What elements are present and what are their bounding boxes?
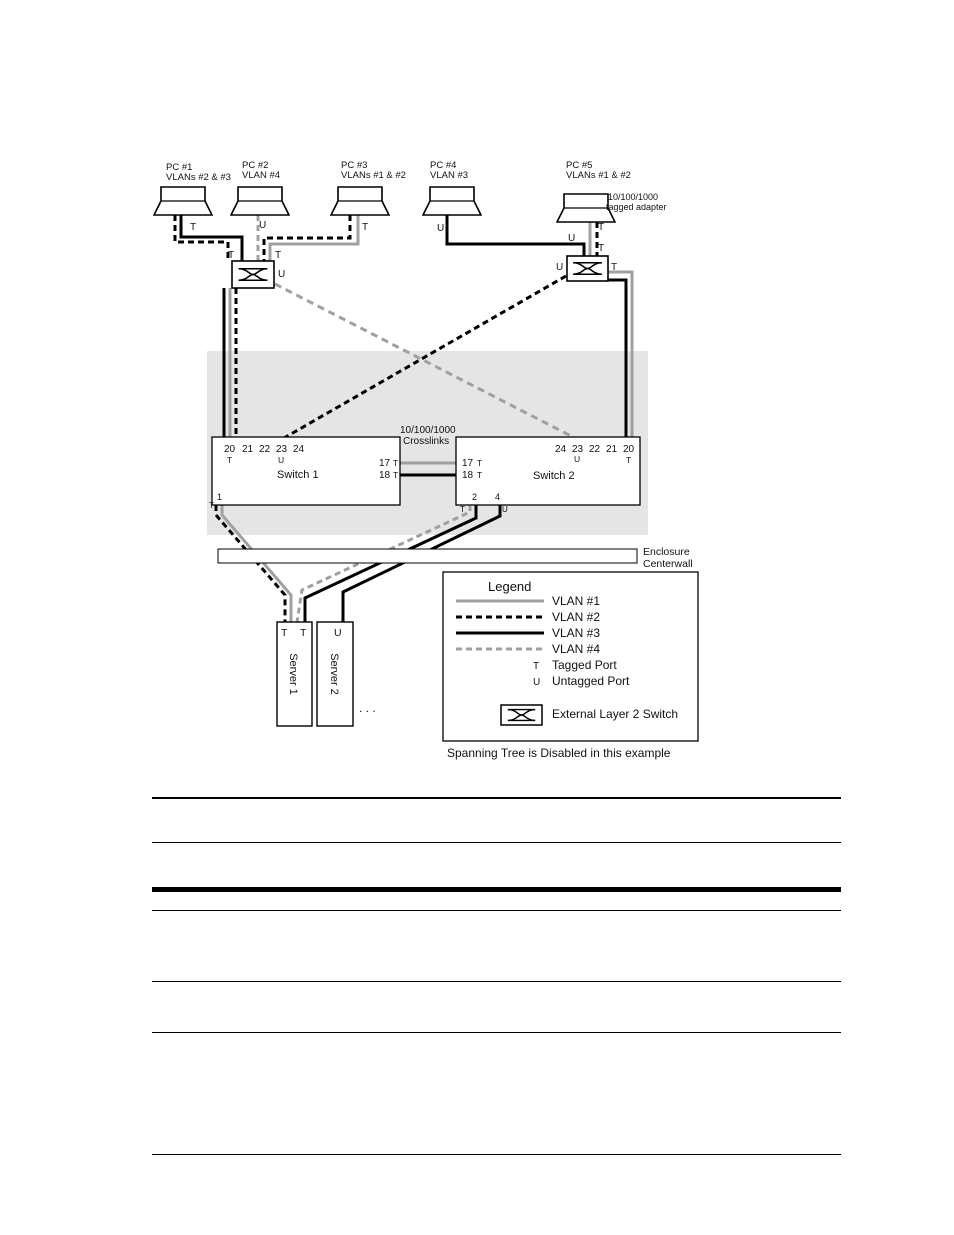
divider-rule bbox=[152, 842, 841, 843]
untagged-mark: U bbox=[568, 233, 576, 244]
legend-item-label: VLAN #4 bbox=[552, 642, 601, 656]
spanning-tree-note: Spanning Tree is Disabled in this example bbox=[447, 746, 671, 760]
tagged-mark: T bbox=[190, 222, 197, 233]
enclosure-label-line1: Enclosure bbox=[643, 546, 690, 558]
port-label: 17 bbox=[462, 458, 474, 469]
pc-4 bbox=[423, 160, 481, 215]
port-label: 24 bbox=[293, 444, 305, 455]
external-switch-b bbox=[567, 256, 608, 281]
untagged-mark: U bbox=[278, 269, 286, 280]
pc-vlans: VLANs #1 & #2 bbox=[341, 170, 406, 181]
enclosure-label-line2: Centerwall bbox=[643, 558, 693, 570]
legend-tagged-symbol: T bbox=[533, 661, 540, 672]
legend-tagged-label: Tagged Port bbox=[552, 658, 617, 672]
untagged-mark: U bbox=[502, 505, 508, 514]
port-label: 24 bbox=[555, 444, 567, 455]
port-label: 22 bbox=[589, 444, 601, 455]
tagged-mark: T bbox=[477, 458, 483, 468]
tagged-mark: T bbox=[598, 222, 605, 233]
legend-switch-label: External Layer 2 Switch bbox=[552, 707, 679, 721]
enclosure-centerwall bbox=[218, 549, 637, 563]
legend-item-label: VLAN #1 bbox=[552, 594, 601, 608]
server-label: Server 2 bbox=[328, 653, 340, 695]
port-label: 20 bbox=[224, 444, 236, 455]
table-header-rule bbox=[152, 887, 841, 892]
port-label: 23 bbox=[276, 444, 288, 455]
legend-untagged-label: Untagged Port bbox=[552, 674, 630, 688]
pc-5 bbox=[557, 160, 667, 222]
table-rule bbox=[152, 981, 841, 982]
tagged-mark: T bbox=[611, 262, 618, 273]
pc-name: PC #1 bbox=[166, 162, 193, 173]
untagged-mark: U bbox=[574, 454, 581, 464]
untagged-mark: U bbox=[556, 262, 564, 273]
link-pc3-vlan1 bbox=[270, 215, 358, 262]
legend-item-label: VLAN #3 bbox=[552, 626, 601, 640]
table-rule bbox=[152, 1032, 841, 1033]
untagged-mark: U bbox=[259, 220, 267, 231]
pc5-adapter-line2: tagged adapter bbox=[606, 202, 667, 212]
tagged-mark: T bbox=[227, 455, 233, 465]
table-rule bbox=[152, 1154, 841, 1155]
tagged-mark: T bbox=[477, 470, 483, 480]
untagged-mark: U bbox=[334, 627, 342, 639]
port-label: 1 bbox=[217, 492, 223, 502]
pc-name: PC #4 bbox=[430, 160, 457, 171]
tagged-mark: T bbox=[393, 470, 399, 480]
untagged-mark: U bbox=[437, 223, 445, 234]
pc-monitor-icon bbox=[231, 187, 289, 215]
divider-rule bbox=[152, 797, 841, 799]
pc-monitor-icon bbox=[423, 187, 481, 215]
pc-vlans: VLAN #3 bbox=[430, 170, 469, 181]
tagged-mark: T bbox=[393, 458, 399, 468]
tagged-mark: T bbox=[460, 505, 465, 514]
switch-label: Switch 2 bbox=[533, 470, 575, 482]
tagged-mark: T bbox=[598, 243, 605, 254]
tagged-mark: T bbox=[275, 250, 282, 261]
port-label: 18 bbox=[462, 470, 474, 481]
port-label: 22 bbox=[259, 444, 271, 455]
tagged-mark: T bbox=[281, 627, 288, 639]
pc-3 bbox=[331, 160, 406, 215]
port-label: 18 bbox=[379, 470, 391, 481]
table-rule bbox=[152, 910, 841, 911]
legend-title: Legend bbox=[488, 579, 532, 594]
pc-monitor-icon bbox=[331, 187, 389, 215]
port-label: 4 bbox=[495, 492, 501, 502]
tagged-mark: T bbox=[362, 222, 369, 233]
pc-vlans: VLAN #4 bbox=[242, 170, 281, 181]
crosslinks-label-line2: Crosslinks bbox=[403, 436, 450, 447]
pc-name: PC #5 bbox=[566, 160, 593, 171]
pc-1 bbox=[154, 162, 231, 215]
legend-untagged-symbol: U bbox=[533, 677, 541, 688]
crosslinks-label-line1: 10/100/1000 bbox=[400, 425, 456, 436]
untagged-mark: U bbox=[278, 455, 285, 465]
pc-vlans: VLANs #1 & #2 bbox=[566, 170, 631, 181]
legend-item-label: VLAN #2 bbox=[552, 610, 601, 624]
pc-2 bbox=[231, 160, 289, 215]
switch-2 bbox=[456, 437, 640, 514]
port-label: 17 bbox=[379, 458, 391, 469]
server-label: Server 1 bbox=[287, 653, 299, 695]
switch-label: Switch 1 bbox=[277, 469, 319, 481]
port-label: 20 bbox=[623, 444, 635, 455]
more-servers-ellipsis: . . . bbox=[359, 701, 376, 715]
port-label: 2 bbox=[472, 492, 478, 502]
pc5-adapter-line1: 10/100/1000 bbox=[608, 192, 659, 202]
tagged-mark: T bbox=[228, 250, 235, 261]
tagged-mark: T bbox=[626, 455, 632, 465]
external-switch-a bbox=[232, 261, 274, 288]
port-label: 21 bbox=[606, 444, 618, 455]
server-1 bbox=[277, 622, 312, 726]
pc-monitor-icon bbox=[154, 187, 212, 215]
switch-1 bbox=[209, 437, 400, 510]
server-2 bbox=[317, 622, 353, 726]
pc-vlans: VLANs #2 & #3 bbox=[166, 172, 231, 183]
tagged-mark: T bbox=[209, 501, 214, 510]
pc-name: PC #2 bbox=[242, 160, 269, 171]
port-label: 23 bbox=[572, 444, 584, 455]
pc-name: PC #3 bbox=[341, 160, 368, 171]
tagged-mark: T bbox=[300, 627, 307, 639]
legend bbox=[443, 572, 698, 741]
port-label: 21 bbox=[242, 444, 254, 455]
